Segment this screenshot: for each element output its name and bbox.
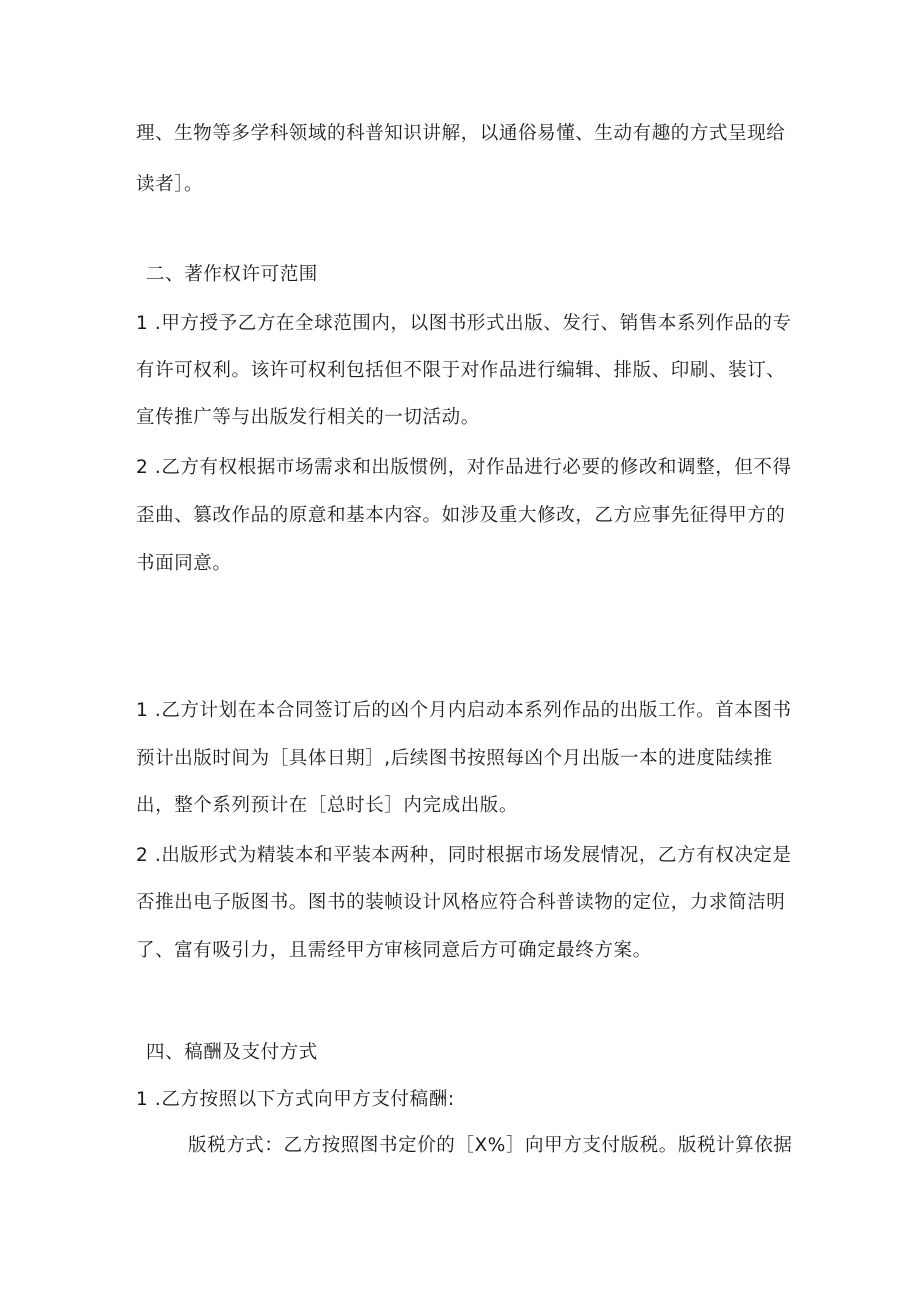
text-line: 2 .出版形式为精装本和平装本两种，同时根据市场发展情况，乙方有权决定是 (136, 845, 792, 866)
text-line: 1 .甲方授予乙方在全球范围内，以图书形式出版、发行、销售本系列作品的专 (136, 313, 792, 334)
section-heading: 四、稿酬及支付方式 (146, 1042, 318, 1063)
section-heading: 二、著作权许可范围 (146, 264, 318, 285)
text-line: 2 .乙方有权根据市场需求和出版惯例，对作品进行必要的修改和调整，但不得 (136, 457, 792, 478)
text-line: 1 .乙方按照以下方式向甲方支付稿酬: (136, 1089, 455, 1110)
text-line: 书面同意。 (136, 553, 232, 574)
text-line: 读者］。 (136, 174, 204, 195)
text-line: 歪曲、篡改作品的原意和基本内容。如涉及重大修改，乙方应事先征得甲方的 (136, 505, 786, 526)
royalty-clause-line: 版税方式：乙方按照图书定价的［X%］向甲方支付版税。版税计算依据 (188, 1135, 793, 1156)
text-line: 预计出版时间为［具体日期］,后续图书按照每凶个月出版一本的进度陆续推 (136, 748, 773, 769)
text-line: 有许可权利。该许可权利包括但不限于对作品进行编辑、排版、印刷、装订、 (136, 360, 786, 381)
text-line: 否推出电子版图书。图书的装帧设计风格应符合科普读物的定位，力求简洁明 (136, 892, 786, 913)
text-line: 1 .乙方计划在本合同签订后的凶个月内启动本系列作品的出版工作。首本图书 (136, 700, 792, 721)
text-line: 理、生物等多学科领域的科普知识讲解，以通俗易懂、生动有趣的方式呈现给 (136, 123, 786, 144)
text-line: 了、富有吸引力，且需经甲方审核同意后方可确定最终方案。 (136, 940, 652, 961)
text-line: 宣传推广等与出版发行相关的一切活动。 (136, 407, 480, 428)
text-line: 出，整个系列预计在［总时长］内完成出版。 (136, 795, 519, 816)
